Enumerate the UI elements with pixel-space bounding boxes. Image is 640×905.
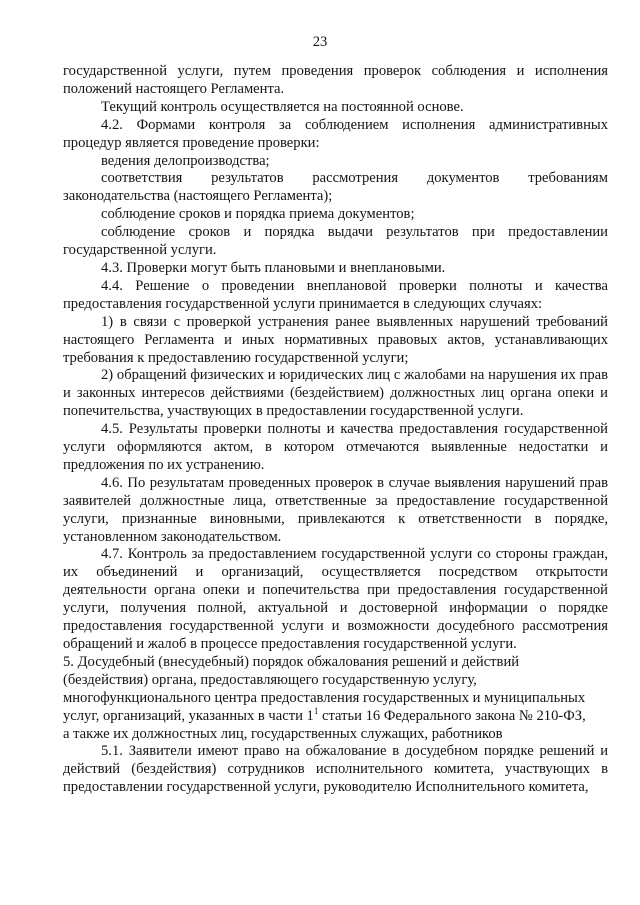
paragraph: соответствия результатов рассмотрения документов требованиям законодательства (настоящего Регламента); xyxy=(63,170,608,205)
heading-text: услуг, организаций, указанных в части 1 xyxy=(63,707,314,724)
heading-line: 5. Досудебный (внесудебный) порядок обжалования решений и действий xyxy=(63,653,520,670)
paragraph: 4.4. Решение о проведении внеплановой проверки полноты и качества предоставления государственной услуги принимается в следующих случаях: xyxy=(63,277,608,312)
paragraph: 4.7. Контроль за предоставлением государственной услуги со стороны граждан, их объединений и организаций, осуществляется посредством открытости деятельности органа опеки и попечительства при предоставления государственной услуги, получения полной, актуальной и достоверной информации о порядке предоставления государственной услуги и возможности досудебного рассмотрения обращений и жалоб в процессе предоставления государственной услуги. xyxy=(63,546,608,652)
paragraph: соблюдение сроков и порядка выдачи результатов при предоставлении государственной услуги. xyxy=(63,224,608,259)
heading-text: статьи 16 Федерального закона № 210-ФЗ, xyxy=(318,707,586,724)
paragraph: Текущий контроль осуществляется на постоянной основе. xyxy=(101,98,464,115)
heading-line: а также их должностных лиц, государственных служащих, работников xyxy=(63,725,503,742)
paragraph: 4.3. Проверки могут быть плановыми и внеплановыми. xyxy=(101,259,446,276)
heading-line xyxy=(63,705,608,726)
heading-line: многофункционального центра предоставления государственных и муниципальных xyxy=(63,689,586,706)
section-heading xyxy=(63,654,608,744)
page-number: 23 xyxy=(312,34,328,50)
heading-line: (бездействия) органа, предоставляющего государственную услугу, xyxy=(63,671,477,688)
paragraph: соблюдение сроков и порядка приема документов; xyxy=(101,206,415,223)
paragraph: государственной услуги, путем проведения проверок соблюдения и исполнения положений настоящего Регламента. xyxy=(63,63,608,97)
superscript: 1 xyxy=(313,705,319,716)
paragraph: 2) обращений физических и юридических лиц с жалобами на нарушения их прав и законных интересов действиями (бездействием) должностных лиц органа опеки и попечительства, участвующих в предоставлении государственной услуги. xyxy=(63,367,608,420)
paragraph: 4.6. По результатам проведенных проверок в случае выявления нарушений прав заявителей должностные лица, ответственные за предоставление государственной услуги, признанные виновными, привлекаются к ответственности в порядке, установленном законодательством. xyxy=(63,474,608,545)
paragraph: 5.1. Заявители имеют право на обжалование в досудебном порядке решений и действий (бездействия) сотрудников исполнительного комитета, участвующих в предоставлении государственной услуги, руководителю Исполнительного комитета, xyxy=(63,743,608,796)
paragraph: 4.5. Результаты проверки полноты и качества предоставления государственной услуги оформляются актом, в котором отмечаются выявленные недостатки и предложения по их устранению. xyxy=(63,421,608,473)
paragraph: ведения делопроизводства; xyxy=(101,152,270,169)
paragraph: 1) в связи с проверкой устранения ранее выявленных нарушений требований настоящего Регламента и иных нормативных правовых актов, устанавливающих требования к предоставлению государственной услуги; xyxy=(63,313,608,366)
paragraph: 4.2. Формами контроля за соблюдением исполнения административных процедур является проведение проверки: xyxy=(63,116,608,151)
document-body xyxy=(63,63,608,797)
